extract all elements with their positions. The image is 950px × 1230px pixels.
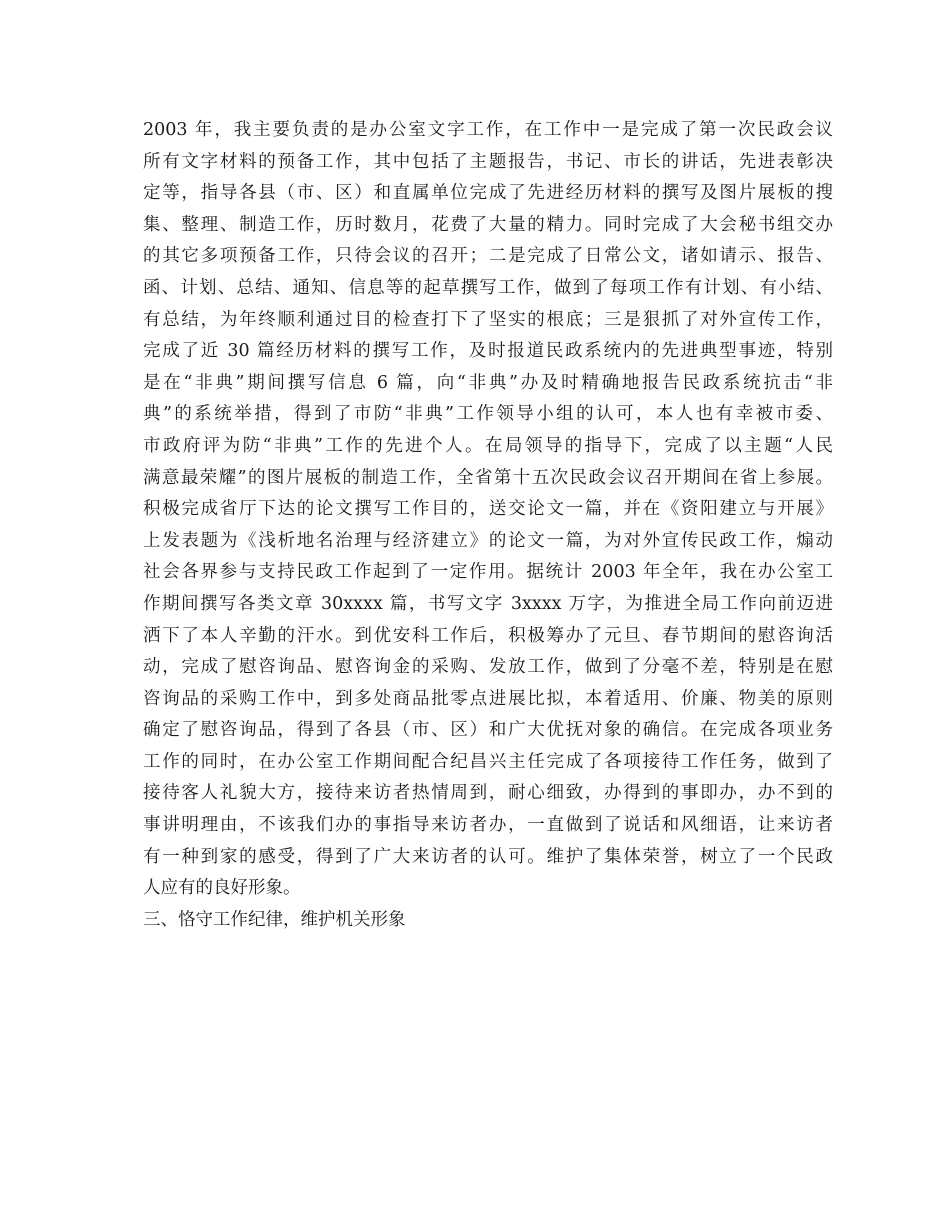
- text-line: 2003 年，我主要负责的是办公室文字工作，在工作中一是完成了第一次民政会议: [143, 120, 833, 140]
- text-line: 社会各界参与支持民政工作起到了一定作用。据统计 2003 年全年，我在办公室工: [143, 562, 833, 583]
- text-line: 接待客人礼貌大方，接待来访者热情周到，耐心细致，办得到的事即办，办不到的: [143, 783, 833, 804]
- text-line: 工作的同时，在办公室工作期间配合纪昌兴主任完成了各项接待工作任务，做到了: [143, 751, 833, 772]
- text-line: 有总结，为年终顺利通过目的检查打下了坚实的根底；三是狠抓了对外宣传工作，: [143, 309, 833, 330]
- text-line: 集、整理、制造工作，历时数月，花费了大量的精力。同时完成了大会秘书组交办: [143, 214, 833, 235]
- text-line: 市政府评为防“非典”工作的先进个人。在局领导的指导下，完成了以主题“人民: [143, 435, 833, 456]
- body-text: [143, 115, 833, 936]
- text-line: 事讲明理由，不该我们办的事指导来访者办，一直做到了说话和风细语，让来访者: [143, 815, 833, 836]
- text-line: 是在“非典”期间撰写信息 6 篇，向“非典”办及时精确地报告民政系统抗击“非: [143, 372, 833, 393]
- section-heading: 三、恪守工作纪律，维护机关形象: [143, 909, 406, 930]
- text-line: 积极完成省厅下达的论文撰写工作目的，送交论文一篇，并在《资阳建立与开展》: [143, 499, 833, 520]
- text-line: 定等，指导各县（市、区）和直属单位完成了先进经历材料的撰写及图片展板的搜: [143, 183, 833, 204]
- text-line: 人应有的良好形象。: [143, 878, 301, 899]
- text-line: 所有文字材料的预备工作，其中包括了主题报告，书记、市长的讲话，先进表彰决: [143, 151, 833, 172]
- text-line: 完成了近 30 篇经历材料的撰写工作，及时报道民政系统内的先进典型事迹，特别: [143, 341, 833, 362]
- text-line: 满意最荣耀”的图片展板的制造工作，全省第十五次民政会议召开期间在省上参展。: [143, 467, 833, 488]
- text-line: 作期间撰写各类文章 30xxxx 篇，书写文字 3xxxx 万字，为推进全局工作向前迈进: [143, 593, 833, 614]
- text-line: 咨询品的采购工作中，到多处商品批零点进展比拟，本着适用、价廉、物美的原则: [143, 688, 833, 709]
- text-line: 典”的系统举措，得到了市防“非典”工作领导小组的认可，本人也有幸被市委、: [143, 404, 833, 425]
- text-line: 有一种到家的感受，得到了广大来访者的认可。维护了集体荣誉，树立了一个民政: [143, 846, 833, 867]
- text-line: 函、计划、总结、通知、信息等的起草撰写工作，做到了每项工作有计划、有小结、: [143, 277, 833, 298]
- text-line: 动，完成了慰咨询品、慰咨询金的采购、发放工作，做到了分毫不差，特别是在慰: [143, 657, 833, 678]
- text-line: 确定了慰咨询品，得到了各县（市、区）和广大优抚对象的确信。在完成各项业务: [143, 720, 833, 741]
- text-line: 洒下了本人辛勤的汗水。到优安科工作后，积极筹办了元旦、春节期间的慰咨询活: [143, 625, 833, 646]
- text-line: 上发表题为《浅析地名治理与经济建立》的论文一篇，为对外宣传民政工作，煽动: [143, 530, 833, 551]
- text-line: 的其它多项预备工作，只待会议的召开；二是完成了日常公文，诸如请示、报告、: [143, 246, 833, 267]
